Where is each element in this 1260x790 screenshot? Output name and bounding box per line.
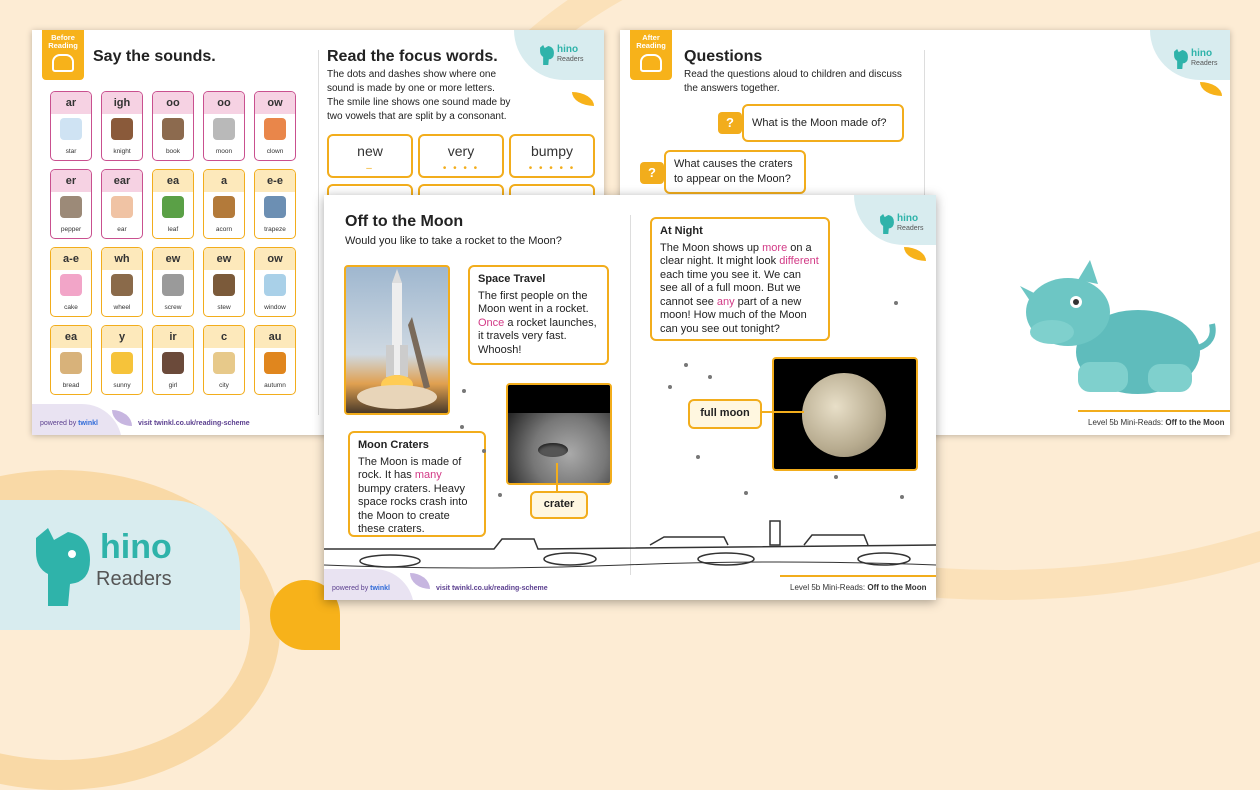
word-label: bread bbox=[62, 382, 80, 389]
crater-shape bbox=[538, 443, 568, 457]
rhino-head-icon bbox=[28, 518, 98, 608]
logo-readers-small: Readers bbox=[557, 56, 584, 63]
sound-tile-acorn bbox=[203, 169, 245, 239]
moon-craters-heading: Moon Craters bbox=[358, 439, 429, 451]
star-dot bbox=[744, 491, 748, 495]
rhino-logo-small bbox=[878, 209, 936, 245]
city-icon bbox=[213, 352, 235, 374]
at-night-highlight-2: different bbox=[779, 255, 819, 267]
knight-icon bbox=[111, 118, 133, 140]
star-dot bbox=[498, 493, 502, 497]
word-label: girl bbox=[168, 382, 178, 389]
sound-label: wh bbox=[102, 248, 142, 270]
clown-icon bbox=[264, 118, 286, 140]
wheel-icon bbox=[111, 274, 133, 296]
sound-label: oo bbox=[153, 92, 193, 114]
sound-label: ew bbox=[153, 248, 193, 270]
footer-prefix: Level 5b Mini-Reads: bbox=[1088, 418, 1166, 427]
footer-title: Off to the Moon bbox=[867, 583, 927, 592]
moon-craters-text: The Moon is made of rock. It has bbox=[358, 455, 462, 481]
sound-tile-book bbox=[152, 91, 194, 161]
footer-level bbox=[790, 583, 926, 592]
sound-label: ow bbox=[255, 92, 295, 114]
focus-word-marks: ‒ bbox=[366, 163, 374, 174]
badge-text: After Reading bbox=[636, 33, 666, 50]
moon-icon bbox=[213, 118, 235, 140]
word-label: sunny bbox=[113, 382, 131, 389]
sound-label: igh bbox=[102, 92, 142, 114]
sunny-icon bbox=[111, 352, 133, 374]
moon-disc bbox=[802, 373, 886, 457]
star-dot bbox=[684, 363, 688, 367]
rhino-logo-small bbox=[538, 40, 600, 76]
crater-photo bbox=[506, 383, 612, 485]
leaf-icon bbox=[904, 247, 926, 261]
rhino-icon bbox=[1172, 46, 1190, 70]
space-travel-box bbox=[468, 265, 609, 365]
bread-icon bbox=[60, 352, 82, 374]
full-moon-photo bbox=[772, 357, 918, 471]
footer-prefix: Level 5b Mini-Reads: bbox=[790, 583, 868, 592]
star-dot bbox=[462, 389, 466, 393]
sound-label: er bbox=[51, 170, 91, 192]
focus-words-title: Read the focus words. bbox=[327, 48, 498, 65]
question-1: What is the Moon made of? bbox=[742, 104, 904, 142]
footer-leaf-icon bbox=[410, 573, 430, 589]
reading-figure-icon bbox=[52, 54, 74, 72]
star-dot bbox=[708, 375, 712, 379]
word-label: screw bbox=[164, 304, 182, 311]
word-label: cake bbox=[64, 304, 78, 311]
sound-tile-sunny bbox=[101, 325, 143, 395]
footer-line bbox=[1078, 410, 1230, 412]
word-label: window bbox=[264, 304, 286, 311]
visit-link[interactable]: visit twinkl.co.uk/reading-scheme bbox=[138, 420, 250, 427]
leaf-icon bbox=[572, 92, 594, 106]
sound-tile-star bbox=[50, 91, 92, 161]
footer-level bbox=[1088, 418, 1224, 427]
trapeze-icon bbox=[264, 196, 286, 218]
sound-tile-cake bbox=[50, 247, 92, 317]
screw-icon bbox=[162, 274, 184, 296]
question-mark-icon: ? bbox=[640, 162, 664, 184]
at-night-heading: At Night bbox=[660, 225, 703, 237]
powered-by-label: powered by bbox=[332, 585, 369, 592]
rhino-icon bbox=[538, 42, 556, 66]
story-subtitle: Would you like to take a rocket to the Moon? bbox=[345, 235, 562, 247]
at-night-text-4: part of a new moon! How much of the Moon can you see out tonight? bbox=[660, 295, 807, 335]
logo-hino-small: hino bbox=[897, 213, 919, 224]
after-reading-badge bbox=[630, 30, 672, 80]
questions-description: Read the questions aloud to children and discuss the answers together. bbox=[684, 69, 902, 94]
sound-tile-city bbox=[203, 325, 245, 395]
sound-tile-ear bbox=[101, 169, 143, 239]
rocket-icon bbox=[346, 267, 448, 413]
at-night-highlight-3: any bbox=[716, 295, 735, 308]
logo-readers-small: Readers bbox=[1191, 60, 1218, 67]
ear-icon bbox=[111, 196, 133, 218]
moon-craters-highlight: many bbox=[414, 469, 442, 481]
sound-label: ear bbox=[102, 170, 142, 192]
space-travel-heading: Space Travel bbox=[478, 273, 546, 285]
sound-label: ir bbox=[153, 326, 193, 348]
word-label: wheel bbox=[113, 304, 131, 311]
sound-label: ea bbox=[51, 326, 91, 348]
rhino-icon bbox=[878, 211, 896, 235]
logo-readers: Readers bbox=[96, 568, 172, 590]
rhino-logo-small bbox=[1172, 44, 1230, 80]
sound-label: ea bbox=[153, 170, 193, 192]
sound-tile-window bbox=[254, 247, 296, 317]
sound-label: au bbox=[255, 326, 295, 348]
sound-label: e-e bbox=[255, 170, 295, 192]
word-label: moon bbox=[215, 148, 233, 155]
sound-tile-clown bbox=[254, 91, 296, 161]
story-title: Off to the Moon bbox=[345, 213, 464, 230]
crater-sky bbox=[508, 385, 610, 413]
rhino-mascot-icon bbox=[1018, 252, 1218, 402]
focus-word-marks: • • • • • bbox=[528, 163, 576, 174]
girl-icon bbox=[162, 352, 184, 374]
logo-hino: hino bbox=[100, 528, 172, 566]
say-sounds-title: Say the sounds. bbox=[93, 48, 216, 65]
word-label: autumn bbox=[264, 382, 286, 389]
acorn-icon bbox=[213, 196, 235, 218]
word-label: knight bbox=[113, 148, 131, 155]
twinkl-brand: twinkl bbox=[370, 585, 390, 592]
at-night-text-3: each time you see it. We can see all of a full moon. But we cannot see bbox=[660, 268, 802, 308]
question-mark-icon: ? bbox=[718, 112, 742, 134]
space-travel-highlight: Once bbox=[478, 316, 505, 329]
stew-icon bbox=[213, 274, 235, 296]
word-label: ear bbox=[117, 226, 127, 233]
sound-tile-knight bbox=[101, 91, 143, 161]
word-label: trapeze bbox=[264, 226, 286, 233]
focus-word-text: bumpy bbox=[530, 143, 574, 159]
twinkl-brand: twinkl bbox=[78, 420, 98, 427]
crater-pointer bbox=[556, 463, 558, 491]
footer-title: Off to the Moon bbox=[1165, 418, 1225, 427]
logo-hino-small: hino bbox=[1191, 48, 1213, 59]
sound-tile-pepper bbox=[50, 169, 92, 239]
powered-by-text bbox=[40, 420, 98, 427]
leaf-icon bbox=[1200, 82, 1222, 96]
logo-hino-small: hino bbox=[557, 44, 579, 55]
word-label: acorn bbox=[215, 226, 233, 233]
space-travel-text: The first people on the Moon went in a rocket. bbox=[478, 289, 589, 315]
star-dot bbox=[696, 455, 700, 459]
questions-title: Questions bbox=[684, 48, 763, 65]
at-night-text-2: on a clear night. It might look bbox=[660, 241, 812, 267]
sound-tile-stew bbox=[203, 247, 245, 317]
word-label: clown bbox=[266, 148, 284, 155]
rhino-readers-logo bbox=[0, 490, 250, 630]
badge-text: Before Reading bbox=[48, 33, 78, 50]
reading-figure-icon bbox=[640, 54, 662, 72]
visit-link[interactable]: visit twinkl.co.uk/reading-scheme bbox=[436, 585, 548, 592]
crater-label: crater bbox=[530, 491, 588, 519]
before-reading-badge bbox=[42, 30, 84, 80]
at-night-text-1: The Moon shows up bbox=[660, 241, 763, 254]
book-icon bbox=[162, 118, 184, 140]
focus-word-very bbox=[418, 134, 504, 178]
page-divider bbox=[318, 50, 319, 415]
word-label: leaf bbox=[167, 226, 179, 233]
word-label: pepper bbox=[60, 226, 82, 233]
space-travel-text-end: a rocket launches, it travels very fast. Whoosh! bbox=[478, 316, 597, 356]
question-2: What causes the craters to appear on the Moon? bbox=[664, 150, 806, 194]
at-night-box bbox=[650, 217, 830, 341]
full-moon-label: full moon bbox=[688, 399, 762, 429]
star-dot bbox=[482, 449, 486, 453]
star-dot bbox=[834, 475, 838, 479]
sound-label: ew bbox=[204, 248, 244, 270]
sound-tile-girl bbox=[152, 325, 194, 395]
autumn-icon bbox=[264, 352, 286, 374]
focus-word-text: very bbox=[447, 143, 475, 159]
moon-craters-text-end: bumpy craters. Heavy space rocks crash into the Moon to create these craters. bbox=[358, 482, 468, 535]
sound-tile-screw bbox=[152, 247, 194, 317]
sound-tile-autumn bbox=[254, 325, 296, 395]
sound-label: y bbox=[102, 326, 142, 348]
sound-label: ow bbox=[255, 248, 295, 270]
star-dot bbox=[894, 301, 898, 305]
sound-label: c bbox=[204, 326, 244, 348]
focus-word-bumpy bbox=[509, 134, 595, 178]
focus-word-marks: • • • • bbox=[442, 163, 480, 174]
sound-label: a-e bbox=[51, 248, 91, 270]
sound-tile-trapeze bbox=[254, 169, 296, 239]
sound-label: a bbox=[204, 170, 244, 192]
rocket-photo bbox=[344, 265, 450, 415]
word-label: book bbox=[165, 148, 181, 155]
footer-line bbox=[780, 575, 936, 577]
story-page bbox=[324, 195, 936, 600]
sound-tile-moon bbox=[203, 91, 245, 161]
focus-words-description: The dots and dashes show where one sound is made by one or more letters. The smile line shows one sound made by two vowels that are split by a consonant. bbox=[327, 69, 511, 122]
sound-tile-leaf bbox=[152, 169, 194, 239]
sound-tile-wheel bbox=[101, 247, 143, 317]
at-night-highlight-1: more bbox=[762, 241, 788, 254]
star-dot bbox=[460, 425, 464, 429]
focus-word-new bbox=[327, 134, 413, 178]
window-icon bbox=[264, 274, 286, 296]
star-icon bbox=[60, 118, 82, 140]
star-dot bbox=[900, 495, 904, 499]
sound-label: ar bbox=[51, 92, 91, 114]
cake-icon bbox=[60, 274, 82, 296]
focus-word-text: new bbox=[357, 143, 383, 159]
star-dot bbox=[668, 385, 672, 389]
powered-by-text bbox=[332, 585, 390, 592]
pepper-icon bbox=[60, 196, 82, 218]
moonscape-line-art bbox=[324, 515, 936, 575]
sound-tile-bread bbox=[50, 325, 92, 395]
word-label: city bbox=[219, 382, 229, 389]
leaf-icon bbox=[162, 196, 184, 218]
word-label: star bbox=[65, 148, 77, 155]
sound-label: oo bbox=[204, 92, 244, 114]
logo-readers-small: Readers bbox=[897, 225, 924, 232]
word-label: stew bbox=[217, 304, 231, 311]
powered-by-label: powered by bbox=[40, 420, 77, 427]
